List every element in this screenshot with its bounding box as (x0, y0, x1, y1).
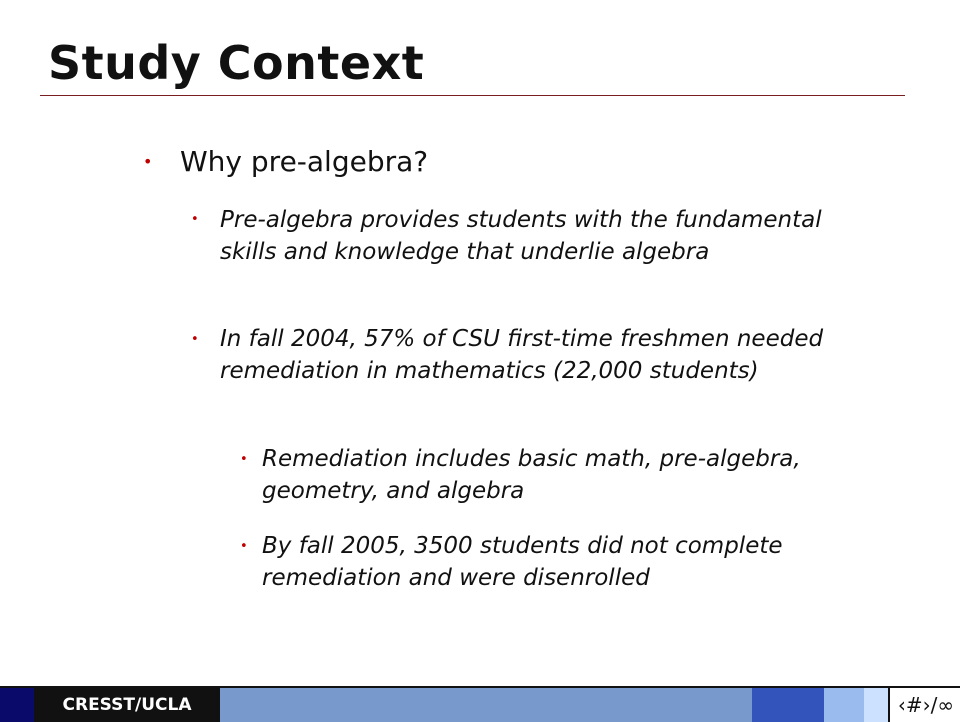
footer-segment-light (824, 688, 864, 722)
bullet-icon: • (191, 212, 199, 227)
bullet-text-level3: Remediation includes basic math, pre-algebra, geometry, and algebra (262, 446, 801, 504)
bullet-icon: • (191, 332, 199, 347)
page-number: ‹#›/∞ (888, 688, 960, 722)
bullet-text-level3: By fall 2005, 3500 students did not complete remediation and were disenrolled (262, 533, 783, 591)
bullet-text-level1: Why pre-algebra? (180, 145, 429, 178)
bullet-icon: • (240, 452, 248, 467)
title-divider (40, 95, 905, 96)
bullet-icon: • (143, 152, 153, 171)
footer-segment-main (220, 688, 752, 722)
slide-title: Study Context (48, 36, 425, 90)
bullet-text-level2: Pre-algebra provides students with the fundamental skills and knowledge that underlie algebra (220, 207, 822, 265)
bullet-text-level2: In fall 2004, 57% of CSU first-time freshmen needed remediation in mathematics (22,000 students) (220, 326, 824, 384)
footer-segment-blue (752, 688, 824, 722)
footer-segment-navy (0, 688, 34, 722)
footer-segment-pale (864, 688, 888, 722)
footer-bar (0, 686, 960, 722)
bullet-icon: • (240, 539, 248, 554)
footer-label: CRESST/UCLA (34, 688, 220, 722)
